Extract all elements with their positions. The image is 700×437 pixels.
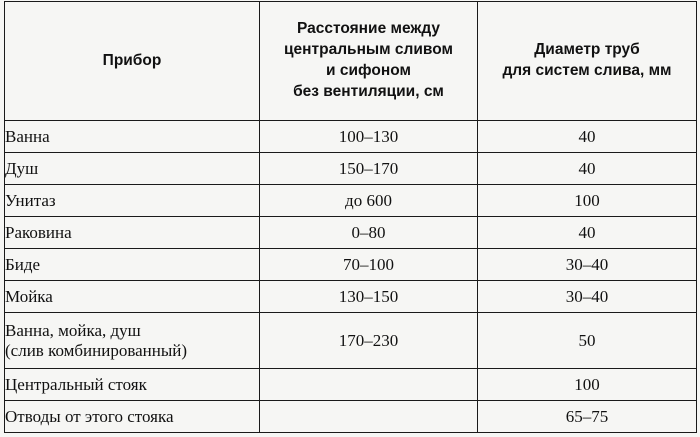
cell-device: Мойка xyxy=(5,281,260,313)
cell-distance xyxy=(260,369,478,401)
cell-device: Душ xyxy=(5,153,260,185)
cell-distance: 130–150 xyxy=(260,281,478,313)
header-device-label: Прибор xyxy=(102,51,162,69)
cell-distance: 70–100 xyxy=(260,249,478,281)
header-device xyxy=(5,2,260,121)
cell-distance: 170–230 xyxy=(260,313,478,369)
header-distance-line: без вентиляции, см xyxy=(293,82,444,100)
cell-device: Отводы от этого стояка xyxy=(5,401,260,433)
table-header-row xyxy=(5,2,697,121)
cell-diameter: 40 xyxy=(478,121,697,153)
cell-distance: до 600 xyxy=(260,185,478,217)
cell-device: Раковина xyxy=(5,217,260,249)
cell-device: Центральный стояк xyxy=(5,369,260,401)
header-distance-line: центральным сливом xyxy=(284,41,453,59)
plumbing-specs-table xyxy=(4,1,697,433)
cell-device-line: Ванна, мойка, душ xyxy=(5,320,141,340)
table-row xyxy=(5,401,697,433)
cell-distance: 150–170 xyxy=(260,153,478,185)
cell-diameter: 40 xyxy=(478,217,697,249)
cell-diameter: 40 xyxy=(478,153,697,185)
cell-device: Ванна xyxy=(5,121,260,153)
table-row xyxy=(5,121,697,153)
cell-device: Биде xyxy=(5,249,260,281)
header-distance xyxy=(260,2,478,121)
header-distance-line: Расстояние между xyxy=(296,20,441,38)
table-row xyxy=(5,185,697,217)
table-row xyxy=(5,249,697,281)
table-row xyxy=(5,369,697,401)
cell-device xyxy=(5,313,260,369)
cell-device-line: (слив комбинированный) xyxy=(5,340,188,360)
cell-distance: 100–130 xyxy=(260,121,478,153)
cell-diameter: 50 xyxy=(478,313,697,369)
header-diameter-line: для систем слива, мм xyxy=(502,62,672,79)
cell-diameter: 30–40 xyxy=(478,249,697,281)
cell-diameter: 100 xyxy=(478,369,697,401)
cell-diameter: 65–75 xyxy=(478,401,697,433)
cell-distance: 0–80 xyxy=(260,217,478,249)
cell-diameter: 100 xyxy=(478,185,697,217)
table-row xyxy=(5,281,697,313)
header-distance-line: и сифоном xyxy=(326,62,411,79)
cell-distance xyxy=(260,401,478,433)
header-diameter xyxy=(478,2,697,121)
table-row xyxy=(5,217,697,249)
header-diameter-line: Диаметр труб xyxy=(534,41,640,59)
table-row xyxy=(5,153,697,185)
table-row xyxy=(5,313,697,369)
cell-device: Унитаз xyxy=(5,185,260,217)
cell-diameter: 30–40 xyxy=(478,281,697,313)
